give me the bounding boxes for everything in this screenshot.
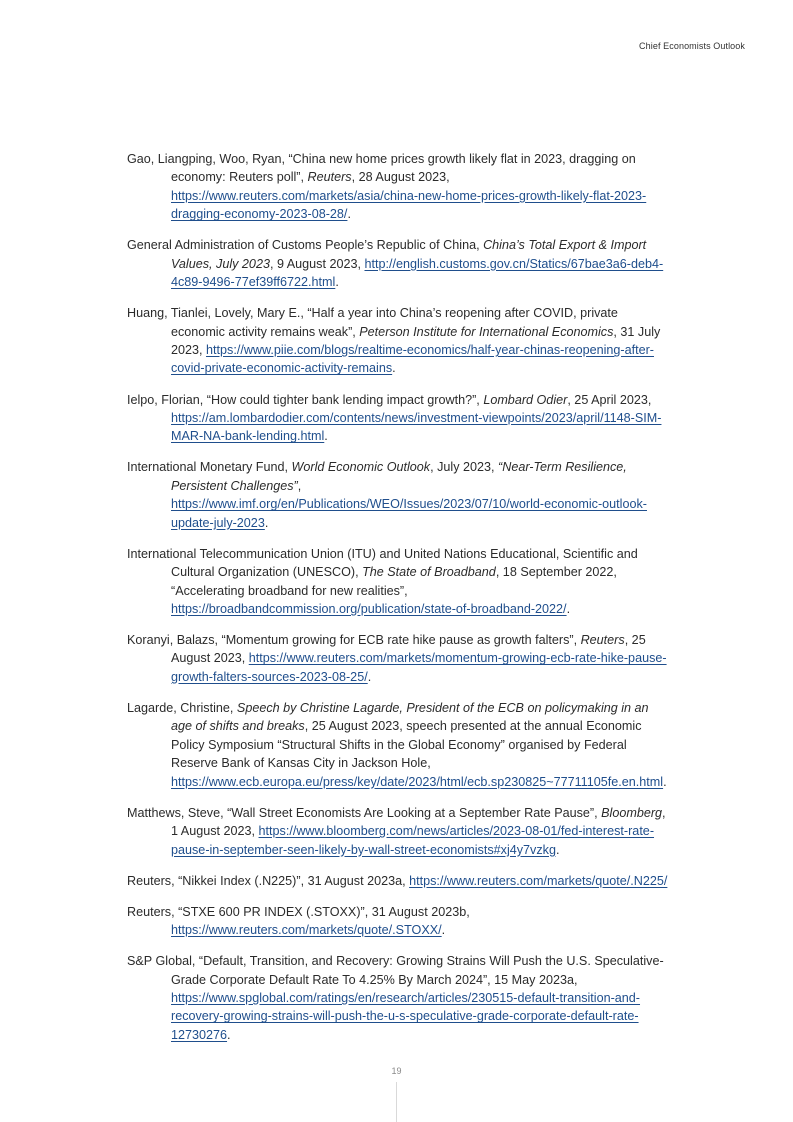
reference-punctuation: . (324, 429, 328, 444)
reference-source: Speech by Christine Lagarde, President of the ECB on policymaking in an age of shifts and breaks (171, 700, 649, 734)
reference-text: International Telecommunication Union (ITU) and United Nations Educational, Scientific and Cultural Organization (UNESCO), (127, 546, 638, 580)
reference-punctuation: . (367, 669, 372, 684)
reference-link[interactable]: https://broadbandcommission.org/publication/state-of-broadband-2022/ (171, 601, 567, 616)
reference-link[interactable]: https://www.imf.org/en/Publications/WEO/Issues/2023/07/10/world-economic-outlook-update-july-2023 (171, 497, 647, 530)
reference-text: Reuters, “Nikkei Index (.N225)”, 31 August 2023a, (127, 873, 410, 888)
reference-text: , July 2023, (430, 460, 499, 475)
reference-link[interactable]: https://www.reuters.com/markets/asia/china-new-home-prices-growth-likely-flat-2023-dragging-economy-2023-08-28/ (171, 188, 647, 222)
reference-text: International Monetary Fund, (127, 460, 292, 475)
reference-item (127, 150, 672, 224)
reference-item (127, 236, 672, 291)
reference-text: , (297, 478, 302, 493)
reference-link[interactable]: https://www.reuters.com/markets/quote/.N225/ (409, 873, 668, 888)
reference-link[interactable]: http://english.customs.gov.cn/Statics/67bae3a6-deb4-4c89-9496-77ef39ff6722.html (171, 256, 664, 290)
reference-item (127, 903, 672, 940)
reference-punctuation: . (392, 361, 396, 376)
reference-text: General Administration of Customs People’s Republic of China, (127, 238, 484, 253)
reference-item (127, 631, 672, 686)
reference-punctuation: . (347, 207, 351, 222)
reference-link[interactable]: https://am.lombardodier.com/contents/news/investment-viewpoints/2023/april/1148-SIM-MAR-NA-bank-lending.html (171, 410, 662, 444)
reference-text: , 25 August 2023, (171, 633, 646, 666)
reference-list (127, 150, 672, 1057)
reference-source: Reuters (307, 170, 352, 185)
reference-text: , 18 September 2022, “Accelerating broadband for new realities”, (171, 565, 617, 598)
reference-text: Huang, Tianlei, Lovely, Mary E., “Half a year into China’s reopening after COVID, private economic activity remains weak”, (127, 306, 618, 339)
page-number: 19 (391, 1066, 402, 1076)
reference-source: China’s Total Export & Import Values, July 2023 (171, 238, 647, 271)
reference-punctuation: . (227, 1027, 231, 1042)
reference-text: , 31 July 2023, (171, 324, 661, 358)
reference-text: Lagarde, Christine, (127, 700, 237, 715)
reference-link[interactable]: https://www.bloomberg.com/news/articles/2023-08-01/fed-interest-rate-pause-in-september-seen-likely-by-wall-street-economists#xj4y7vzkg (171, 824, 655, 857)
reference-item (127, 872, 672, 890)
reference-item (127, 952, 672, 1044)
reference-text: Gao, Liangping, Woo, Ryan, “China new home prices growth likely flat in 2023, dragging on economy: Reuters poll”, (127, 152, 636, 185)
reference-source: The State of Broadband (362, 565, 496, 580)
reference-punctuation: . (264, 515, 269, 530)
reference-subtitle: “Near-Term Resilience, Persistent Challenges” (171, 460, 627, 493)
reference-text: , 28 August 2023, (351, 170, 450, 185)
reference-source: World Economic Outlook (291, 460, 431, 475)
reference-punctuation: . (335, 275, 339, 290)
reference-punctuation: . (441, 923, 446, 938)
reference-text: Matthews, Steve, “Wall Street Economists Are Looking at a September Rate Pause”, (127, 805, 602, 820)
reference-item (127, 699, 672, 791)
reference-punctuation: . (566, 601, 571, 616)
reference-link[interactable]: https://www.reuters.com/markets/momentum-growing-ecb-rate-hike-pause-growth-falters-sources-2023-08-25/ (171, 651, 667, 684)
reference-link[interactable]: https://www.spglobal.com/ratings/en/research/articles/230515-default-transition-and-recovery-growing-strains-will-push-the-u-s-speculative-grade-corporate-default-rate-12730276 (171, 991, 641, 1042)
reference-source: Lombard Odier (483, 392, 568, 407)
reference-source: Reuters (580, 633, 625, 648)
reference-text: , 25 April 2023, (567, 392, 652, 407)
reference-link[interactable]: https://www.ecb.europa.eu/press/key/date/2023/html/ecb.sp230825~77711105fe.en.html (171, 774, 664, 789)
reference-item (127, 545, 672, 619)
reference-text: Reuters, “STXE 600 PR INDEX (.STOXX)”, 31 August 2023b, (127, 904, 470, 919)
footer-divider (396, 1082, 397, 1122)
reference-punctuation: . (663, 774, 667, 789)
reference-item (127, 804, 672, 859)
reference-item (127, 391, 672, 446)
reference-source: Peterson Institute for International Economics (359, 324, 614, 339)
reference-text: S&P Global, “Default, Transition, and Recovery: Growing Strains Will Push the U.S. Speculative-Grade Corporate Default Rate To 4.25% By March 2024”, 15 May 2023a, (127, 954, 664, 987)
reference-text: , 25 August 2023, speech presented at the annual Economic Policy Symposium “Structural Shifts in the Global Economy” organised by Federal Reserve Bank of Kansas City in Jackson Hole, (171, 719, 642, 771)
reference-item (127, 458, 672, 532)
reference-link[interactable]: https://www.reuters.com/markets/quote/.STOXX/ (171, 923, 442, 938)
reference-source: Bloomberg (601, 805, 663, 820)
reference-text: , 1 August 2023, (171, 805, 666, 839)
reference-item (127, 304, 672, 378)
reference-punctuation: . (555, 842, 560, 857)
running-header: Chief Economists Outlook (639, 41, 745, 51)
reference-text: , 9 August 2023, (269, 256, 365, 271)
reference-text: Koranyi, Balazs, “Momentum growing for ECB rate hike pause as growth falters”, (127, 633, 581, 648)
reference-link[interactable]: https://www.piie.com/blogs/realtime-economics/half-year-chinas-reopening-after-covid-private-economic-activity-remains (171, 343, 654, 376)
reference-text: Ielpo, Florian, “How could tighter bank lending impact growth?”, (127, 392, 484, 407)
